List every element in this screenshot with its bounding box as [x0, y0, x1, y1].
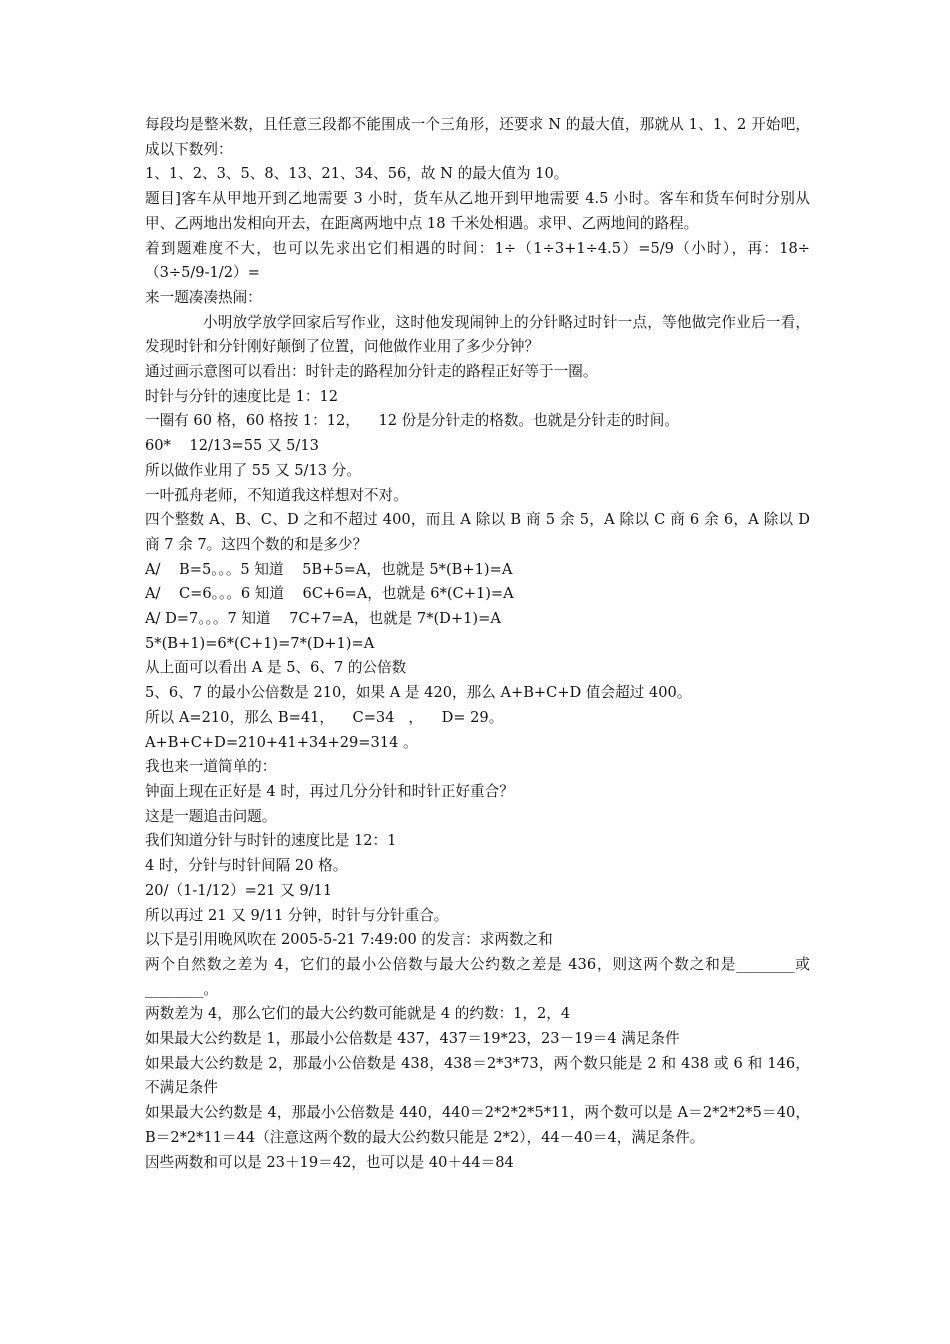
paragraph-gcd-divisors: 两数差为 4，那么它们的最大公约数可能就是 4 的约数：1，2，4: [145, 1005, 571, 1023]
paragraph-calc-55: 60* 12/13=55 又 5/13: [145, 437, 319, 455]
paragraph-calc-21: 20/（1-1/12）=21 又 9/11: [145, 881, 333, 899]
paragraph-lcm-210: 5、6、7 的最小公倍数是 210，如果 A 是 420，那么 A+B+C+D 值会超过 400。: [145, 684, 692, 702]
paragraph-final-sums: 因些两数和可以是 23＋19＝42，也可以是 40＋44＝84: [145, 1153, 514, 1171]
paragraph-twenty-grids: 4 时，分针与时针间隔 20 格。: [145, 857, 348, 875]
paragraph-car-solution: 着到题难度不大，也可以先求出它们相遇的时间：1÷（1÷3+1÷4.5）=5/9（小时），再：18÷（3÷5/9-1/2）=: [145, 239, 810, 282]
paragraph-values-bcd: 所以 A=210，那么 B=41， C=34 ， D= 29。: [145, 708, 504, 726]
paragraph-clock-diagram-note: 通过画示意图可以看出：时针走的路程加分针走的路程正好等于一圈。: [145, 363, 598, 381]
paragraph-a-div-b: A/ B=5。。。5 知道 5B+5=A，也就是 5*(B+1)=A: [145, 560, 513, 578]
paragraph-clock-problem: 小明放学放学回家后写作业，这时他发现闹钟上的分针略过时针一点，等他做完作业后一看，发现时针和分针刚好颠倒了位置，问他做作业用了多少分钟？: [145, 313, 810, 356]
paragraph-homework-answer: 所以做作业用了 55 又 5/13 分。: [145, 461, 361, 479]
paragraph-gcd-2: 如果最大公约数是 2，那最小公倍数是 438，438＝2*3*73，两个数只能是 2 和 438 或 6 和 146，不满足条件: [145, 1054, 810, 1097]
paragraph-fibonacci-intro: 每段均是整米数，且任意三段都不能围成一个三角形，还要求 N 的最大值，那就从 1、1、2 开始吧，成以下数列：: [145, 116, 810, 158]
paragraph-another-problem: 来一题凑凑热闹：: [145, 288, 262, 306]
paragraph-common-multiple: 从上面可以看出 A 是 5、6、7 的公倍数: [145, 659, 407, 677]
paragraph-minute-hour-ratio: 我们知道分针与时针的速度比是 12：1: [145, 832, 397, 850]
paragraph-quote-header: 以下是引用晚风吹在 2005-5-21 7:49:00 的发言：求两数之和: [145, 931, 553, 949]
paragraph-a-div-d: A/ D=7。。。7 知道 7C+7=A，也就是 7*(D+1)=A: [145, 610, 501, 628]
paragraph-abcd-problem: 四个整数 A、B、C、D 之和不超过 400，而且 A 除以 B 商 5 余 5，A 除以 C 商 6 余 6，A 除以 D 商 7 余 7。这四个数的和是多少？: [145, 511, 815, 553]
paragraph-sum-314: A+B+C+D=210+41+34+29=314 。: [145, 733, 418, 751]
paragraph-two-numbers-problem: 两个自然数之差为 4，它们的最小公倍数与最大公约数之差是 436，则这两个数之和是________或________。: [145, 955, 810, 998]
paragraph-equation-chain: 5*(B+1)=6*(C+1)=7*(D+1)=A: [145, 634, 375, 652]
paragraph-sixty-grids: 一圈有 60 格，60 格按 1：12， 12 份是分针走的格数。也就是分针走的时间。: [145, 412, 679, 430]
paragraph-a-div-c: A/ C=6。。。6 知道 6C+6=A，也就是 6*(C+1)=A: [145, 585, 514, 603]
paragraph-chase-problem: 这是一题追击问题。: [145, 807, 277, 825]
paragraph-teacher-note: 一叶孤舟老师，不知道我这样想对不对。: [145, 486, 408, 504]
paragraph-clock-overlap-problem: 钟面上现在正好是 4 时，再过几分分针和时针正好重合？: [145, 782, 514, 800]
paragraph-speed-ratio: 时针与分针的速度比是 1：12: [145, 387, 339, 405]
document-page: [145, 113, 815, 1175]
paragraph-car-problem: 题目]客车从甲地开到乙地需要 3 小时，货车从乙地开到甲地需要 4.5 小时。客车和货车何时分别从甲、乙两地出发相向开去，在距离两地中点 18 千米处相遇。求甲、乙两地间的路程。: [145, 190, 810, 232]
paragraph-fibonacci-sequence: 1、1、2、3、5、8、13、21、34、56，故 N 的最大值为 10。: [145, 165, 569, 183]
paragraph-simple-problem-intro: 我也来一道简单的：: [145, 758, 277, 776]
paragraph-overlap-answer: 所以再过 21 又 9/11 分钟，时针与分针重合。: [145, 906, 449, 924]
paragraph-gcd-1: 如果最大公约数是 1，那最小公倍数是 437，437＝19*23，23－19＝4 满足条件: [145, 1030, 680, 1048]
paragraph-gcd-4: 如果最大公约数是 4，那最小公倍数是 440，440＝2*2*2*5*11，两个数可以是 A＝2*2*2*5＝40，B＝2*2*11＝44（注意这两个数的最大公约数只能是 2*2），44－40＝4，满足条件。: [145, 1104, 810, 1146]
